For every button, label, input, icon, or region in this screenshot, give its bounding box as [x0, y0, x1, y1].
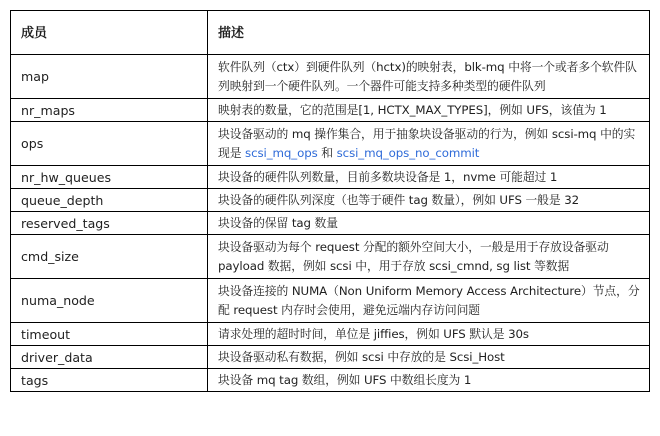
description-cell: 块设备 mq tag 数组，例如 UFS 中数组长度为 1	[208, 369, 650, 392]
table-body	[11, 55, 650, 392]
table-header	[11, 11, 650, 55]
description-text: 和	[317, 145, 337, 160]
table-row	[11, 212, 650, 235]
member-cell: tags	[11, 369, 208, 392]
member-cell: cmd_size	[11, 235, 208, 279]
header-row	[11, 11, 650, 55]
table-row	[11, 99, 650, 122]
description-cell: 块设备的硬件队列深度（也等于硬件 tag 数量），例如 UFS 一般是 32	[208, 189, 650, 212]
description-cell: 块设备的保留 tag 数量	[208, 212, 650, 235]
member-cell: nr_hw_queues	[11, 166, 208, 189]
description-cell: 块设备连接的 NUMA（Non Uniform Memory Access Architecture）节点，分配 request 内存时会使用，避免远端内存访问问题	[208, 279, 650, 323]
header-member: 成员	[11, 11, 208, 55]
table-row	[11, 189, 650, 212]
header-description: 描述	[208, 11, 650, 55]
scsi-mq-ops-link[interactable]: scsi_mq_ops	[245, 145, 318, 160]
description-cell	[208, 122, 650, 166]
scsi-mq-ops-no-commit-link[interactable]: scsi_mq_ops_no_commit	[336, 145, 480, 160]
description-cell: 映射表的数量，它的范围是[1, HCTX_MAX_TYPES]，例如 UFS，该值为 1	[208, 99, 650, 122]
description-cell: 块设备驱动为每个 request 分配的额外空间大小，一般是用于存放设备驱动 payload 数据，例如 scsi 中，用于存放 scsi_cmnd, sg list 等数据	[208, 235, 650, 279]
table-row	[11, 369, 650, 392]
description-cell: 软件队列（ctx）到硬件队列（hctx)的映射表，blk-mq 中将一个或者多个软件队列映射到一个硬件队列。一个器件可能支持多种类型的硬件队列	[208, 55, 650, 99]
table-row	[11, 279, 650, 323]
member-cell: nr_maps	[11, 99, 208, 122]
table-row	[11, 122, 650, 166]
table-row	[11, 346, 650, 369]
member-cell: timeout	[11, 323, 208, 346]
table-row	[11, 235, 650, 279]
member-cell: driver_data	[11, 346, 208, 369]
member-cell: ops	[11, 122, 208, 166]
document-body	[10, 10, 650, 392]
description-cell: 块设备的硬件队列数量，目前多数块设备是 1，nvme 可能超过 1	[208, 166, 650, 189]
member-cell: queue_depth	[11, 189, 208, 212]
description-cell: 块设备驱动私有数据，例如 scsi 中存放的是 Scsi_Host	[208, 346, 650, 369]
table-row	[11, 323, 650, 346]
table-row	[11, 166, 650, 189]
member-cell: numa_node	[11, 279, 208, 323]
member-cell: reserved_tags	[11, 212, 208, 235]
table-row	[11, 55, 650, 99]
member-cell: map	[11, 55, 208, 99]
member-description-table	[10, 10, 650, 392]
description-cell: 请求处理的超时时间，单位是 jiffies，例如 UFS 默认是 30s	[208, 323, 650, 346]
description-text: 块设备驱动的 mq 操作集合，用于抽象块设备驱动的行为，例如 scsi-mq 中的实现是	[218, 126, 636, 160]
